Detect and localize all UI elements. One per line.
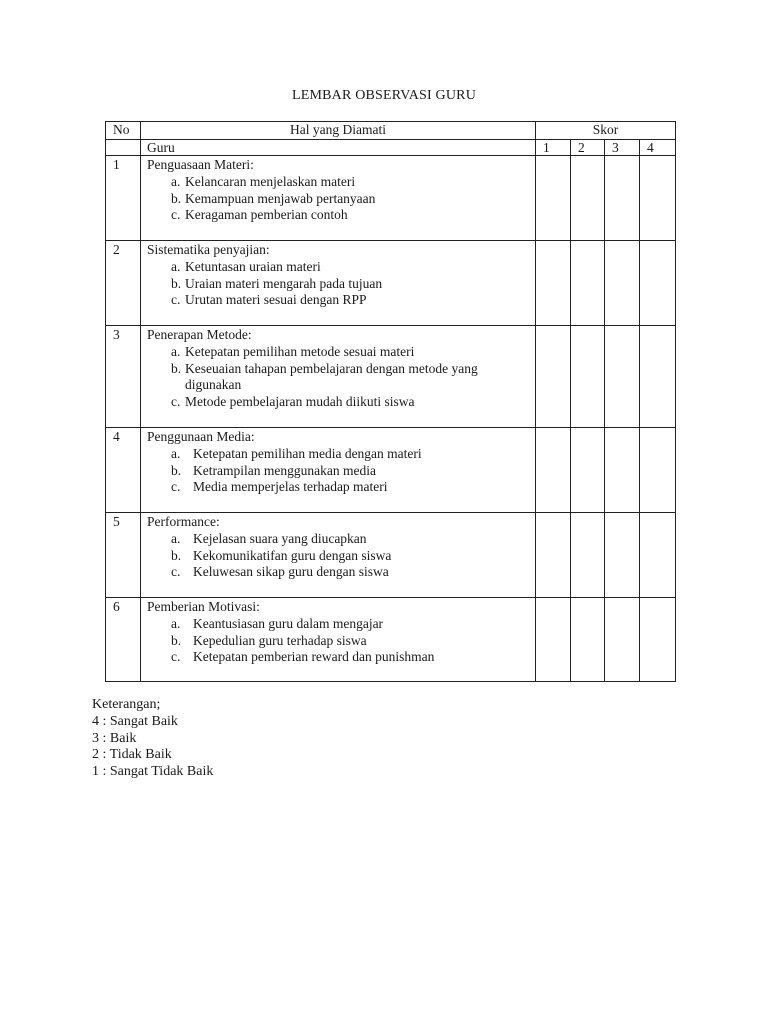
list-item: a. Ketepatan pemilihan media dengan materi [171, 445, 422, 461]
list-item: b. Ketrampilan menggunakan media [171, 462, 376, 478]
table-row [106, 156, 676, 241]
score-cell[interactable] [640, 598, 676, 682]
criterion-title: Performance: [147, 514, 220, 529]
score-cell[interactable] [571, 428, 605, 513]
list-item: b. Kekomunikatifan guru dengan siswa [171, 547, 392, 563]
score-cell[interactable] [640, 513, 676, 598]
subheader-item: Guru [141, 140, 536, 156]
score-col-3: 3 [605, 140, 640, 156]
table-row [106, 598, 676, 682]
subheader-no-cell [106, 140, 141, 156]
legend-entry: 4 : Sangat Baik [92, 713, 178, 729]
criterion-title: Pemberian Motivasi: [147, 599, 260, 614]
list-item: a. Kelancaran menjelaskan materi [171, 173, 356, 189]
table-subheader-row [106, 140, 676, 156]
criterion-sublist [147, 259, 535, 309]
score-cell[interactable] [536, 598, 571, 682]
row-number: 5 [106, 513, 141, 598]
legend-heading: Keterangan; [92, 697, 161, 712]
observation-table [105, 121, 676, 682]
score-col-1: 1 [536, 140, 571, 156]
score-cell[interactable] [536, 428, 571, 513]
table-row [106, 326, 676, 428]
row-content [141, 513, 536, 598]
row-number: 3 [106, 326, 141, 428]
header-no: No [106, 122, 141, 140]
score-cell[interactable] [605, 428, 640, 513]
row-number: 6 [106, 598, 141, 682]
list-item: a. Ketuntasan uraian materi [171, 258, 321, 274]
score-cell[interactable] [571, 156, 605, 241]
row-content [141, 241, 536, 326]
row-content [141, 598, 536, 682]
row-content [141, 326, 536, 428]
list-item: b. Uraian materi mengarah pada tujuan [171, 275, 383, 291]
row-number: 2 [106, 241, 141, 326]
list-item: b. Kemampuan menjawab pertanyaan [171, 190, 376, 206]
table-row [106, 513, 676, 598]
criterion-title: Sistematika penyajian: [147, 242, 270, 257]
score-cell[interactable] [571, 326, 605, 428]
criterion-title: Penguasaan Materi: [147, 157, 254, 172]
score-cell[interactable] [536, 156, 571, 241]
legend [92, 697, 213, 781]
list-item: c. Keluwesan sikap guru dengan siswa [171, 564, 389, 580]
score-cell[interactable] [605, 156, 640, 241]
score-cell[interactable] [605, 598, 640, 682]
criterion-sublist [147, 531, 535, 581]
score-cell[interactable] [640, 428, 676, 513]
score-cell[interactable] [571, 598, 605, 682]
row-content [141, 428, 536, 513]
score-cell[interactable] [571, 241, 605, 326]
criterion-sublist [147, 344, 535, 411]
criterion-title: Penggunaan Media: [147, 429, 255, 444]
row-number: 1 [106, 156, 141, 241]
header-item: Hal yang Diamati [141, 122, 536, 140]
score-cell[interactable] [640, 326, 676, 428]
row-number: 4 [106, 428, 141, 513]
list-item: c. Keragaman pemberian contoh [171, 207, 348, 223]
score-cell[interactable] [571, 513, 605, 598]
legend-entry: 2 : Tidak Baik [92, 747, 172, 763]
list-item: a. Kejelasan suara yang diucapkan [171, 530, 367, 546]
criterion-sublist [147, 446, 535, 496]
row-content [141, 156, 536, 241]
header-score: Skor [536, 122, 676, 140]
score-cell[interactable] [605, 326, 640, 428]
score-cell[interactable] [536, 326, 571, 428]
list-item: b. Keseuaian tahapan pembelajaran dengan metode yang digunakan [171, 360, 478, 393]
table-header-row [106, 122, 676, 140]
table-row [106, 428, 676, 513]
score-cell[interactable] [605, 513, 640, 598]
document-title: LEMBAR OBSERVASI GURU [291, 88, 477, 103]
criterion-sublist [147, 616, 535, 666]
score-cell[interactable] [640, 156, 676, 241]
list-item: a. Ketepatan pemilihan metode sesuai materi [171, 343, 415, 359]
criterion-sublist [147, 174, 535, 224]
criterion-title: Penerapan Metode: [147, 327, 252, 342]
score-col-4: 4 [640, 140, 676, 156]
score-cell[interactable] [640, 241, 676, 326]
legend-entry: 1 : Sangat Tidak Baik [92, 764, 214, 780]
list-item: c. Urutan materi sesuai dengan RPP [171, 292, 367, 308]
list-item: c. Ketepatan pemberian reward dan punishman [171, 649, 435, 665]
list-item: c. Metode pembelajaran mudah diikuti siswa [171, 394, 415, 410]
legend-entry: 3 : Baik [92, 730, 137, 746]
score-cell[interactable] [605, 241, 640, 326]
score-col-2: 2 [571, 140, 605, 156]
score-cell[interactable] [536, 241, 571, 326]
score-cell[interactable] [536, 513, 571, 598]
list-item: b. Kepedulian guru terhadap siswa [171, 632, 367, 648]
list-item: c. Media memperjelas terhadap materi [171, 479, 388, 495]
table-row [106, 241, 676, 326]
list-item: a. Keantusiasan guru dalam mengajar [171, 615, 384, 631]
